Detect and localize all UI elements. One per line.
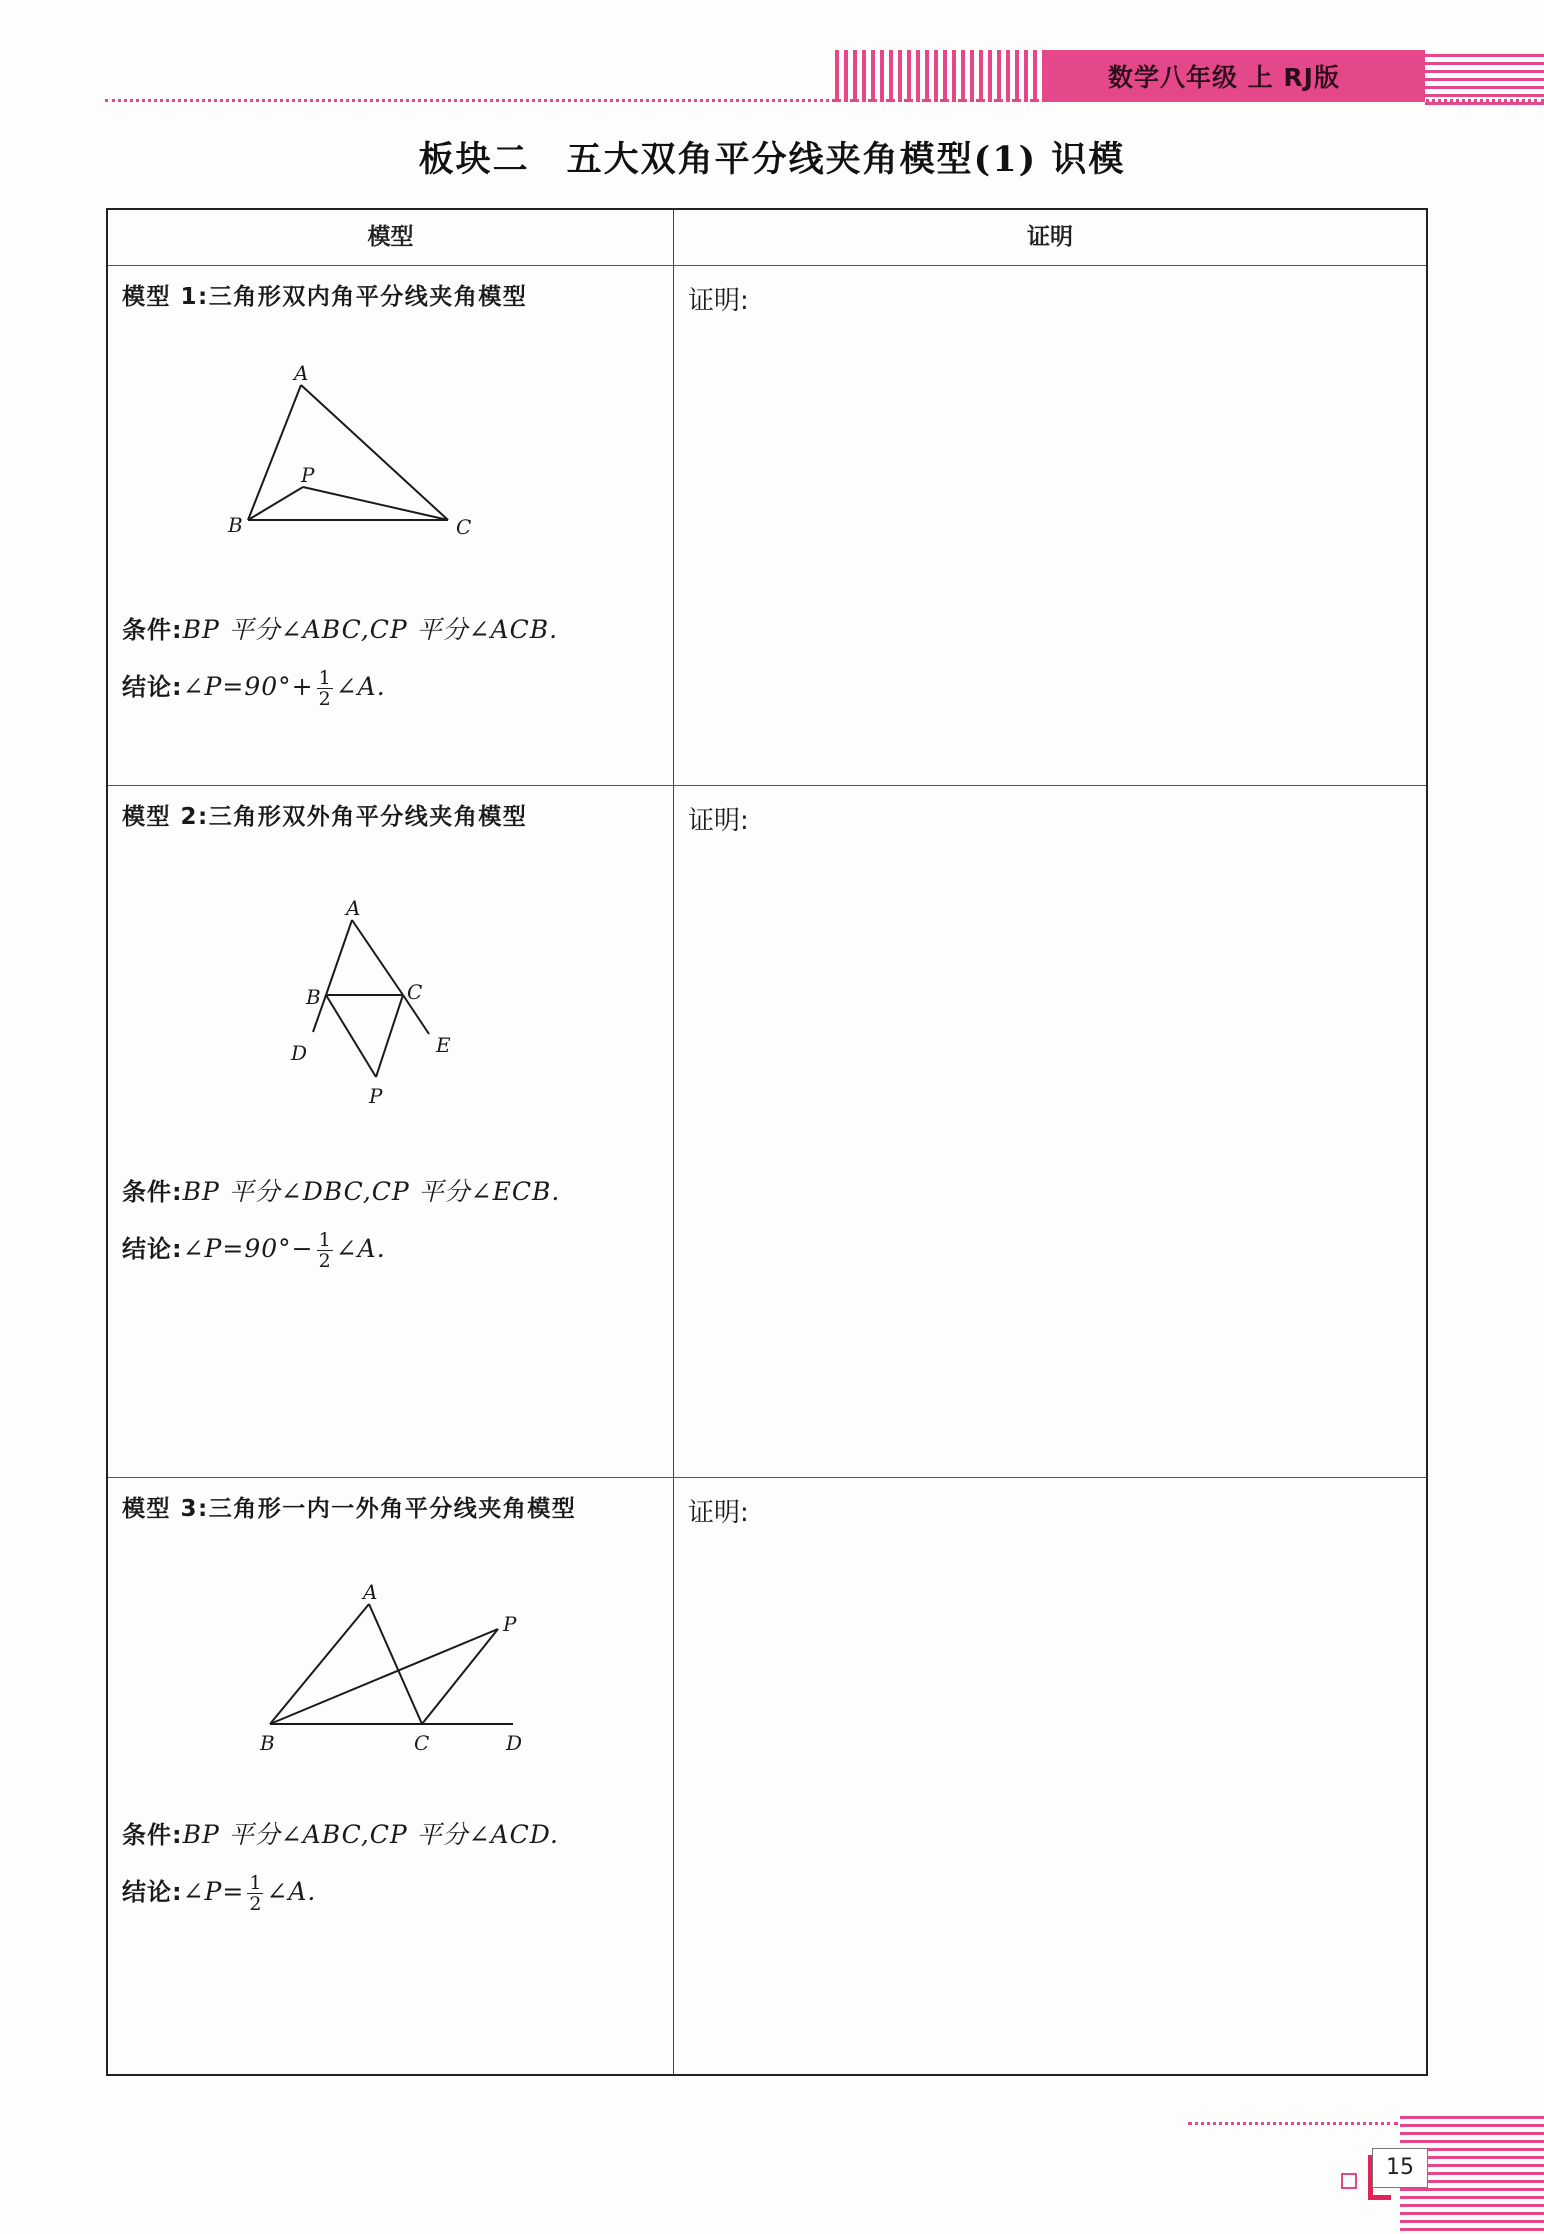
figure-label: A xyxy=(346,896,361,920)
fraction-numerator: 1 xyxy=(318,1228,331,1251)
figure-label: D xyxy=(506,1731,523,1755)
model-1-condition xyxy=(122,610,558,646)
fraction xyxy=(247,1873,263,1914)
figure-label: P xyxy=(503,1612,517,1636)
condition-label: 条件: xyxy=(122,616,183,644)
header-divider xyxy=(108,265,1426,266)
model-2-condition xyxy=(122,1172,560,1208)
model-3-condition xyxy=(122,1815,559,1851)
fraction xyxy=(317,668,333,709)
figure-label: C xyxy=(456,515,472,539)
conclusion-math: ∠P= xyxy=(182,1877,245,1906)
model-table xyxy=(106,208,1428,2076)
conclusion-math: ∠P=90°+ xyxy=(182,672,314,701)
model-1-figure xyxy=(228,361,488,539)
model-3-figure xyxy=(258,1580,538,1770)
fraction-denominator: 2 xyxy=(318,687,331,710)
figure-label: E xyxy=(436,1033,451,1057)
condition-text: BP 平分∠DBC,CP 平分∠ECB. xyxy=(182,1177,561,1206)
figure-label: P xyxy=(301,463,315,487)
header-rule xyxy=(105,99,1544,102)
model-3-conclusion xyxy=(122,1872,316,1914)
conclusion-math-end: ∠A. xyxy=(335,672,386,701)
footer-rule xyxy=(1188,2122,1398,2125)
figure-label: D xyxy=(291,1041,308,1065)
book-label: 数学八年级 上 RJ版 xyxy=(1108,63,1340,92)
model-2-conclusion xyxy=(122,1229,386,1271)
model-2-figure xyxy=(283,896,523,1110)
conclusion-math-end: ∠A. xyxy=(335,1234,386,1263)
column-divider xyxy=(673,210,674,2074)
conclusion-math: ∠P=90°− xyxy=(182,1234,314,1263)
fraction-denominator: 2 xyxy=(318,1249,331,1272)
fraction-numerator: 1 xyxy=(249,1871,262,1894)
conclusion-label: 结论: xyxy=(122,673,183,701)
footer-square-icon xyxy=(1341,2173,1357,2189)
figure-label: C xyxy=(414,1731,430,1755)
model-2-proof-label: 证明: xyxy=(688,806,749,836)
fraction-denominator: 2 xyxy=(249,1892,262,1915)
column-header-model: 模型 xyxy=(367,224,414,250)
figure-label: A xyxy=(294,361,309,385)
figure-label: C xyxy=(407,980,423,1004)
condition-label: 条件: xyxy=(122,1178,183,1206)
conclusion-math-end: ∠A. xyxy=(266,1877,317,1906)
page-title: 板块二 五大双角平分线夹角模型(1) 识模 xyxy=(418,139,1126,180)
column-header-proof: 证明 xyxy=(1027,224,1073,250)
conclusion-label: 结论: xyxy=(122,1235,183,1263)
model-3-title: 模型 3:三角形一内一外角平分线夹角模型 xyxy=(122,1496,577,1522)
figure-label: A xyxy=(363,1580,378,1604)
model-1-conclusion xyxy=(122,667,386,709)
figure-label: B xyxy=(260,1731,275,1755)
header-stripes xyxy=(835,50,1055,102)
model-3-proof-label: 证明: xyxy=(688,1498,749,1528)
model-1-proof-label: 证明: xyxy=(688,286,749,316)
figure-label: B xyxy=(228,513,243,537)
condition-text: BP 平分∠ABC,CP 平分∠ACB. xyxy=(182,615,559,644)
conclusion-label: 结论: xyxy=(122,1878,183,1906)
condition-text: BP 平分∠ABC,CP 平分∠ACD. xyxy=(182,1820,559,1849)
fraction xyxy=(317,1230,333,1271)
page-number: 15 xyxy=(1372,2148,1428,2188)
condition-label: 条件: xyxy=(122,1821,183,1849)
figure-label: B xyxy=(306,985,321,1009)
model-2-title: 模型 2:三角形双外角平分线夹角模型 xyxy=(122,804,528,830)
model-1-title: 模型 1:三角形双内角平分线夹角模型 xyxy=(122,284,528,310)
fraction-numerator: 1 xyxy=(318,666,331,689)
row-divider xyxy=(108,785,1426,786)
row-divider xyxy=(108,1477,1426,1478)
figure-label: P xyxy=(369,1084,383,1108)
